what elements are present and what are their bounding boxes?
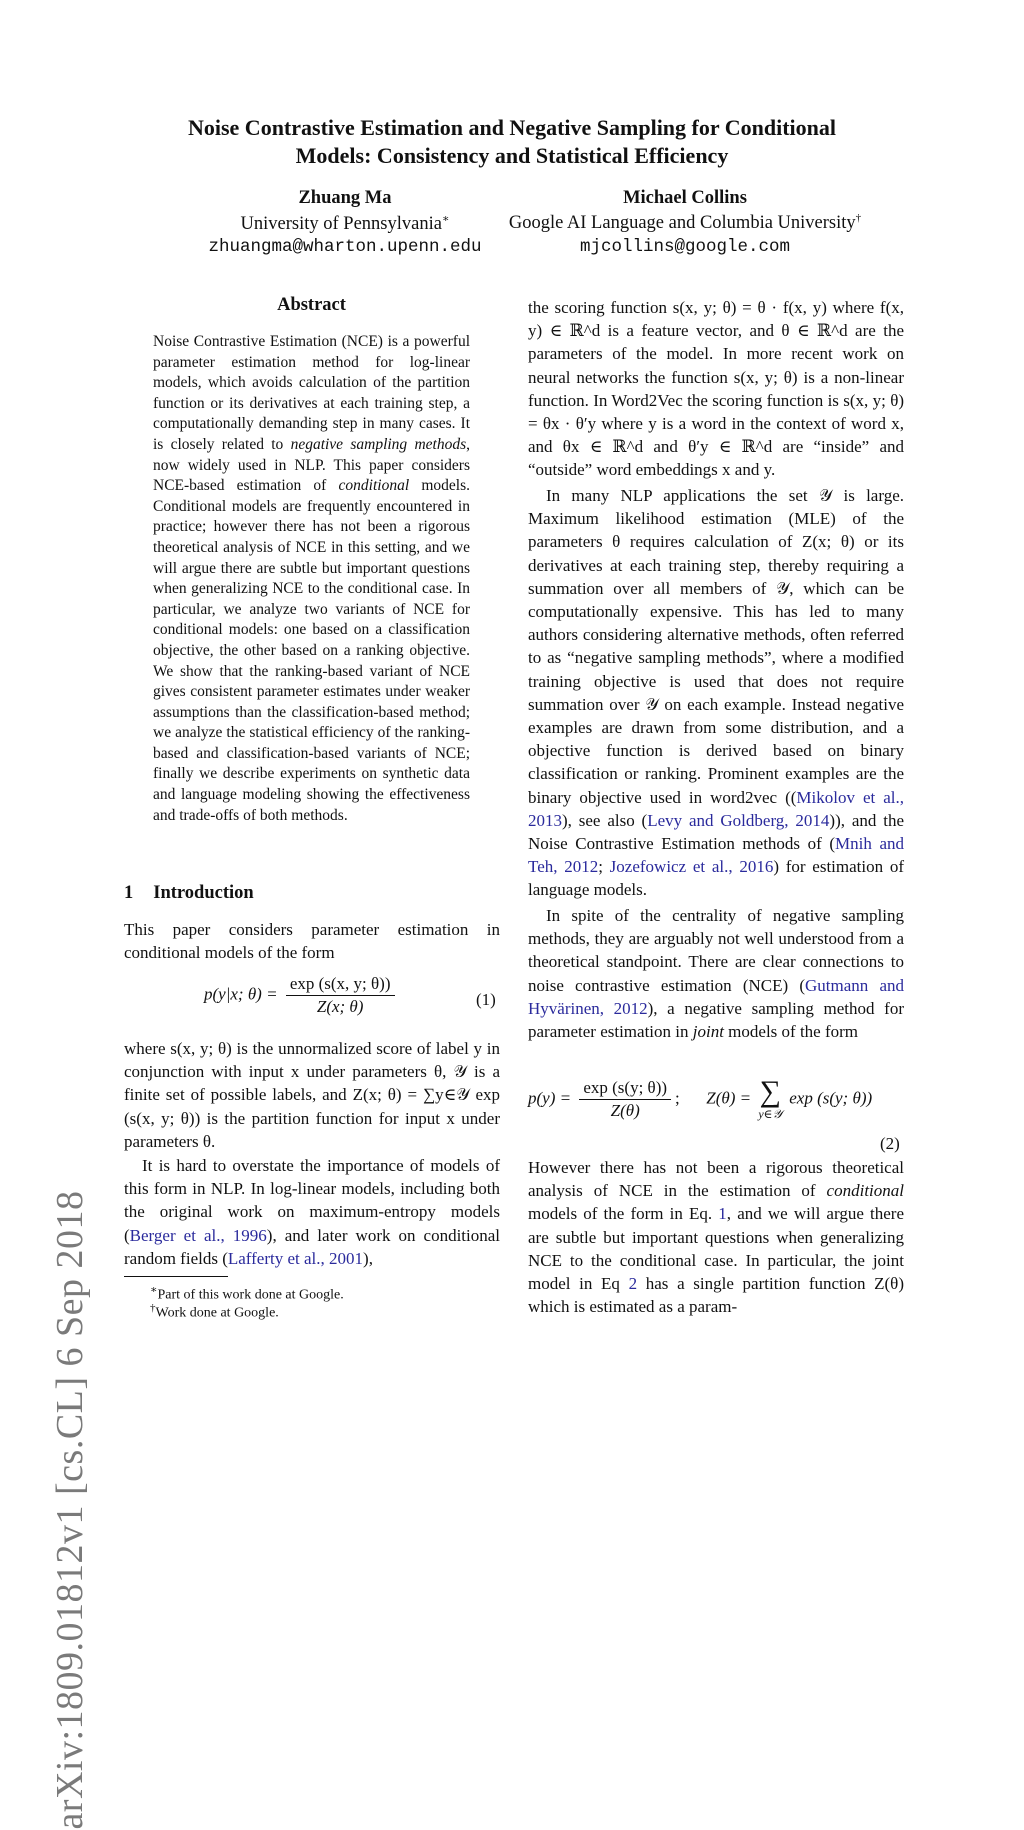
footnote-2: †Work done at Google. [150,1302,279,1321]
author-1-email[interactable]: zhuangma@wharton.upenn.edu [208,237,482,257]
eq1-lhs: p(y|x; θ) = [204,984,278,1004]
equation-1-label: (1) [476,990,496,1009]
eq2-fraction [579,1078,671,1121]
equation-1 [204,974,399,1017]
eq2-numerator: exp (s(y; θ)) [579,1078,671,1100]
arxiv-identifier: arXiv:1809.01812v1 [cs.CL] 6 Sep 2018 [49,1190,91,1830]
citation-levy[interactable]: Levy and Goldberg, 2014 [647,810,830,830]
citation-berger[interactable]: Berger et al., 1996 [129,1225,267,1245]
ref-equation-1[interactable]: 1 [718,1204,727,1224]
eq2-summation [758,1077,782,1122]
author-2-email[interactable]: mjcollins@google.com [579,237,791,257]
right-paragraph-2: In many NLP applications the set 𝒴 is large. Maximum likelihood estimation (MLE) of the parameters θ requires calculation of Z(x; θ) or its derivatives at each training step, thereby requiring a summation over all members of 𝒴, which can be computationally expensive. This has led to many authors considering alternative methods, often referred to as “negative sampling methods”, where a modified training objective is used that does not require summation over 𝒴 on each example. Instead negative examples are drawn from some distribution, and a objective function is derived based on binary classification or ranking. Prominent examples are the binary objective used in word2vec ((Mikolov et al., 2013), see also (Levy and Goldberg, 2014)), and the Noise Contrastive Estimation methods of (Mnih and Teh, 2012; Jozefowicz et al., 2016) for estimation of language models. [528,486,904,900]
author-2-affiliation: Google AI Language and Columbia University† [508,212,862,234]
emphasis-conditional: conditional [826,1181,904,1201]
eq2-rhs-lhs: Z(θ) = [706,1088,752,1108]
citation-mikolov[interactable]: Mikolov et al., 2013 [528,787,904,830]
eq2-sum-subscript: y∈𝒴 [758,1107,782,1121]
sigma-symbol: ∑ [759,1075,781,1108]
eq1-denominator: Z(x; θ) [316,997,364,1016]
equation-2-label: (2) [880,1134,900,1153]
equation-2 [528,1077,872,1122]
eq1-numerator: exp (s(x, y; θ)) [286,974,395,996]
intro-paragraph-1: This paper considers parameter estimation in conditional models of the form [124,920,500,963]
abstract-heading: Abstract [277,295,346,315]
right-paragraph-1: the scoring function s(x, y; θ) = θ · f(x, y) where f(x, y) ∈ ℝ^d is a feature vector, and θ ∈ ℝ^d are the parameters of the model. In more recent work on neural networks the function s(x, y; θ) is a non-linear function. In Word2Vec the scoring function is s(x, y; θ) = θx · θ′y where y is a word in the context of word x, and θx ∈ ℝ^d and θ′y ∈ ℝ^d are “inside” and “outside” word embeddings x and y. [528,298,904,480]
eq2-separator: ; [675,1088,680,1108]
citation-jozefowicz[interactable]: Jozefowicz et al., 2016 [609,857,774,877]
intro-paragraph-3: It is hard to overstate the importance of models of this form in NLP. In log-linear models, including both the original work on maximum-entropy models (Berger et al., 1996), and later work on conditional random fields (Lafferty et al., 2001), [124,1156,501,1268]
author-2-name: Michael Collins [623,188,747,208]
footnote-rule [124,1276,228,1277]
footnote-1: ∗Part of this work done at Google. [150,1284,344,1303]
eq1-fraction [286,974,395,1017]
ref-equation-2[interactable]: 2 [628,1274,638,1294]
intro-paragraph-2: where s(x, y; θ) is the unnormalized score of label y in conjunction with input x under parameters θ, 𝒴 is a finite set of possible labels, and Z(x; θ) = ∑y∈𝒴 exp (s(x, y; θ)) is the partition function for input x under parameters θ. [124,1039,500,1151]
abstract-body: Noise Contrastive Estimation (NCE) is a powerful parameter estimation method for log-linear models, which avoids calculation of the partition function or its derivatives at each training step, a computationally demanding step in many cases. It is closely related to negative sampling methods, now widely used in NLP. This paper considers NCE-based estimation of conditional models. Conditional models are frequently encountered in practice; however there has not been a rigorous theoretical analysis of NCE in this setting, and we will argue there are subtle but important questions when generalizing NCE to the conditional case. In particular, we analyze two variants of NCE for conditional models: one based on a classification objective, the other based on a ranking objective. We show that the ranking-based variant of NCE gives consistent parameter estimates under weaker assumptions than the classification-based method; we analyze the statistical efficiency of the ranking-based and classification-based variants of NCE; finally we describe experiments on synthetic data and language modeling showing the effectiveness and trade-offs of both methods. [153,333,470,824]
title-line-2: Models: Consistency and Statistical Efficiency [295,143,729,168]
right-paragraph-3: In spite of the centrality of negative sampling methods, they are arguably not well understood from a theoretical standpoint. There are clear connections to noise contrastive estimation (NCE) (Gutmann and Hyvärinen, 2012), a negative sampling method for parameter estimation in joint models of the form [528,906,904,1042]
author-1-affiliation: University of Pennsylvania∗ [240,213,450,235]
eq2-rhs: exp (s(y; θ)) [789,1088,873,1108]
section-1-heading: 1 Introduction [124,883,254,903]
citation-gutmann[interactable]: Gutmann and Hyvärinen, 2012 [528,975,904,1018]
abstract-emphasis-2: conditional [338,477,410,495]
right-paragraph-4: However there has not been a rigorous theoretical analysis of NCE in the estimation of conditional models of the form in Eq. 1, and we will argue there are subtle but important questions when generalizing NCE to the conditional case. In particular, the joint model in Eq 2 has a single partition function Z(θ) which is estimated as a param- [528,1158,904,1317]
abstract-emphasis-1: negative sampling methods [290,435,467,453]
title-line-1: Noise Contrastive Estimation and Negative Sampling for Conditional [187,115,836,140]
citation-mnih[interactable]: Mnih and Teh, 2012 [528,834,904,877]
author-1-name: Zhuang Ma [298,188,392,208]
emphasis-joint: joint [692,1022,724,1042]
eq2-lhs: p(y) = [528,1088,572,1108]
eq2-denominator: Z(θ) [610,1101,640,1120]
paper-title [120,114,904,170]
citation-lafferty[interactable]: Lafferty et al., 2001 [227,1248,364,1268]
